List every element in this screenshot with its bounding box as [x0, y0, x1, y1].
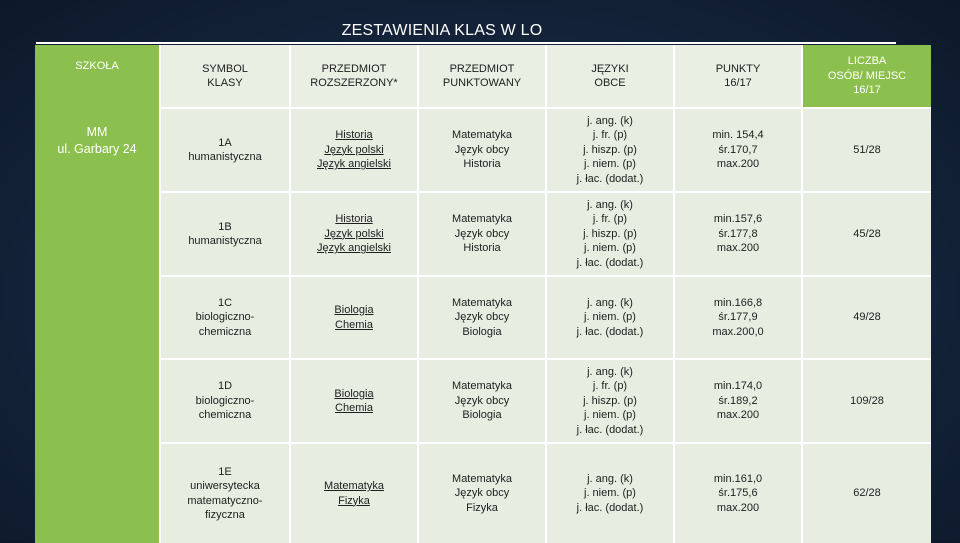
subject-link[interactable]: Matematyka — [324, 480, 384, 492]
table-cell-punkty: min.166,8 śr.177,9 max.200,0 — [675, 277, 801, 358]
table-cell-liczba: 51/28 — [803, 109, 931, 191]
table-cell-liczba: 109/28 — [803, 360, 931, 442]
subject-link-list — [334, 387, 373, 416]
subject-link[interactable]: Język polski — [324, 143, 384, 156]
table-cell-punktowany: Matematyka Język obcy Biologia — [419, 277, 545, 358]
subject-link[interactable]: Język polski — [324, 227, 384, 240]
title-divider — [36, 42, 896, 44]
table-cell-punkty: min.174,0 śr.189,2 max.200 — [675, 360, 801, 442]
table-cell-symbol: 1C biologiczno- chemiczna — [161, 277, 289, 358]
table-cell-punktowany: Matematyka Język obcy Historia — [419, 193, 545, 275]
table-cell-rozszerzony — [291, 193, 417, 275]
table-cell-jezyki: j. ang. (k) j. fr. (p) j. hiszp. (p) j. niem. (p) j. łac. (dodat.) — [547, 360, 673, 442]
header-rozszerzony: PRZEDMIOT ROZSZERZONY* — [291, 45, 417, 107]
table-cell-symbol: 1B humanistyczna — [161, 193, 289, 275]
table-cell-punktowany: Matematyka Język obcy Fizyka — [419, 444, 545, 543]
subject-link-list — [317, 128, 391, 172]
table-cell-symbol: 1E uniwersytecka matematyczno- fizyczna — [161, 444, 289, 543]
classes-table — [35, 45, 931, 543]
school-column — [35, 45, 159, 543]
subject-link[interactable]: Język angielski — [317, 242, 391, 255]
table-cell-jezyki: j. ang. (k) j. fr. (p) j. hiszp. (p) j. niem. (p) j. łac. (dodat.) — [547, 193, 673, 275]
table-cell-jezyki: j. ang. (k) j. fr. (p) j. hiszp. (p) j. niem. (p) j. łac. (dodat.) — [547, 109, 673, 191]
table-cell-rozszerzony — [291, 444, 417, 543]
header-symbol: SYMBOL KLASY — [161, 45, 289, 107]
header-punktowany: PRZEDMIOT PUNKTOWANY — [419, 45, 545, 107]
school-name: MM ul. Garbary 24 — [57, 124, 137, 156]
table-cell-jezyki: j. ang. (k) j. niem. (p) j. łac. (dodat.) — [547, 444, 673, 543]
table-cell-rozszerzony — [291, 109, 417, 191]
page-title: ZESTAWIENIA KLAS W LO — [341, 22, 543, 39]
table-cell-rozszerzony — [291, 360, 417, 442]
table-cell-punktowany: Matematyka Język obcy Historia — [419, 109, 545, 191]
table-cell-liczba: 62/28 — [803, 444, 931, 543]
subject-link-list — [324, 479, 384, 508]
table-cell-liczba: 45/28 — [803, 193, 931, 275]
subject-link[interactable]: Fizyka — [338, 494, 370, 507]
header-jezyki: JĘZYKI OBCE — [547, 45, 673, 107]
table-cell-punkty: min.157,6 śr.177,8 max.200 — [675, 193, 801, 275]
table-cell-symbol: 1D biologiczno- chemiczna — [161, 360, 289, 442]
header-punkty: PUNKTY 16/17 — [675, 45, 801, 107]
subject-link[interactable]: Biologia — [334, 304, 374, 316]
table-cell-liczba: 49/28 — [803, 277, 931, 358]
header-szkola: SZKOŁA — [75, 60, 119, 72]
subject-link[interactable]: Biologia — [334, 387, 374, 400]
subject-link[interactable]: Historia — [335, 213, 373, 226]
table-cell-rozszerzony — [291, 277, 417, 358]
subject-link[interactable]: Chemia — [335, 318, 373, 331]
subject-link[interactable]: Historia — [335, 129, 373, 142]
table-cell-symbol: 1A humanistyczna — [161, 109, 289, 191]
table-cell-punktowany: Matematyka Język obcy Biologia — [419, 360, 545, 442]
subject-link-list — [334, 303, 373, 332]
table-cell-punkty: min. 154,4 śr.170,7 max.200 — [675, 109, 801, 191]
subject-link-list — [317, 212, 391, 256]
table-cell-punkty: min.161,0 śr.175,6 max.200 — [675, 444, 801, 543]
subject-link[interactable]: Chemia — [335, 402, 373, 414]
subject-link[interactable]: Język angielski — [317, 158, 391, 171]
header-liczba: LICZBA OSÓB/ MIEJSC 16/17 — [803, 45, 931, 107]
table-cell-jezyki: j. ang. (k) j. niem. (p) j. łac. (dodat.) — [547, 277, 673, 358]
